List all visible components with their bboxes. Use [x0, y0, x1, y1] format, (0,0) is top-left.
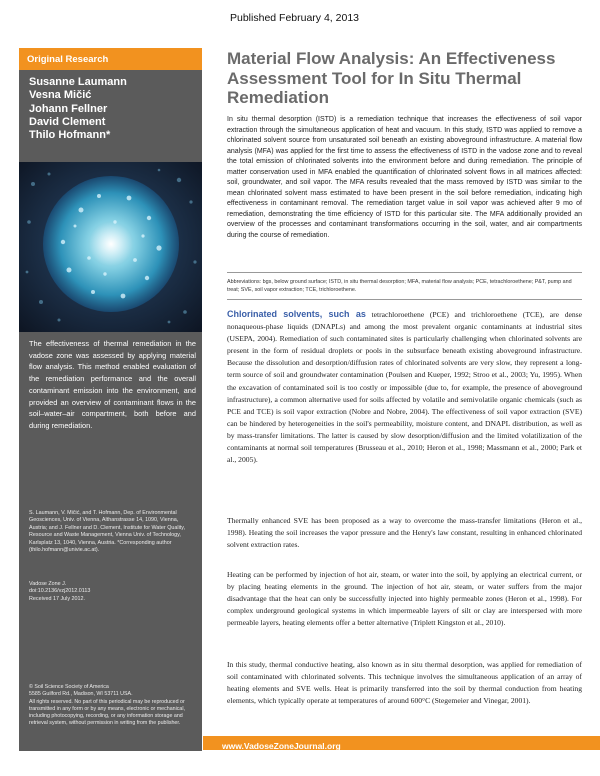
copyright-terms: All rights reserved. No part of this periodical may be reproduced or transmitted in any form or by any means, electronic or mechanical, including photocopying, recording, or any information storage and retrieval system, without permission in writing from the publisher. — [29, 698, 186, 727]
abstract-illustration — [19, 162, 202, 332]
copyright-address: 5585 Guilford Rd., Madison, WI 53711 USA. — [29, 691, 133, 698]
divider — [227, 299, 582, 300]
section-label: Original Research — [19, 48, 202, 70]
copyright-holder: © Soil Science Society of America — [29, 684, 109, 690]
abbreviations: Abbreviations: bgs, below ground surface; ISTD, in situ thermal desorption; MFA, material flow analysis; PCE, tetrachloroethene; P&T, pump and treat; SVE, soil vapor extraction; TCE, trichloroethene. — [227, 279, 572, 293]
body-paragraph: Heating can be performed by injection of hot air, steam, or water into the soil, by applying an electrical current, or by placing heating elements in the ground. The injection of hot air, steam, or water suffers from the major disadvantage that the heat can only be successfully injected into highly permeable zones (Heron et al., 1998). For complex underground geological systems in which impermeable layers of silt or clay are interspersed with more permeable layers, heating elements offer a better alternative (Triplett Kingston et al., 2010). — [227, 570, 582, 628]
author-name: Johann Fellner — [29, 102, 108, 115]
body-paragraph — [227, 308, 582, 466]
author-list — [19, 70, 202, 142]
journal-doi: doi:10.2136/vzj2012.0113 — [29, 588, 91, 595]
body-paragraph: In this study, thermal conductive heating, also known as in situ thermal desorption, was applied for remediation of soil contaminated with chlorinated solvents. This technique involves the simultaneous application of an array of heating elements and SVE wells. Heat is primarily transferred into the soil by thermal conduction from heating elements, which typically operate at temperatures of around 600°C (Stegemeier and Vinegar, 2001). — [227, 660, 582, 706]
article-abstract: In situ thermal desorption (ISTD) is a remediation technique that increases the effectiveness of soil vapor extraction through the simultaneous application of heat and vacuum. In this study, ISTD was applied to remove a chlorinated solvent source from unsaturated soil beneath an existing aboveground infrastructure. A material flow analysis (MFA) was applied for the first time to assess the effectiveness of ISTD in the vadose zone and to reveal the total emission of chlorinated solvents into the environment before and during remediation. The principle of matter conservation used in MFA enabled the quantification of chlorinated solvent flows in all matrices affected: soil, groundwater, and soil vapor. The MFA results revealed that the mass removed by ISTD was similar to the mean chlorinated solvent mass estimated to have been present in the soil before remediation, indicating high effectiveness in contaminant removal. The remediation target value in soil vapor was achieved after 9 mo of remediation, demonstrating the time efficiency of ISTD for this particular site. The MFA additionally provided an overview of the processes and contaminant transformations occurring in the soil, water, and air compartments during the course of remediation. — [227, 116, 582, 239]
received-date: Received 17 July 2012. — [29, 595, 86, 602]
divider — [227, 272, 582, 273]
journal-name: Vadose Zone J. — [29, 581, 67, 587]
lead-words: Chlorinated solvents, such as — [227, 309, 366, 319]
published-date: Published February 4, 2013 — [230, 12, 359, 24]
author-name: Thilo Hofmann* — [29, 129, 111, 142]
copyright-notice — [29, 684, 196, 728]
author-affiliations: S. Laumann, V. Mičić, and T. Hofmann, Dep. of Environmental Geosciences, Univ. of Vienna, Althanstrasse 14, 1090, Vienna, Austria; and J. Fellner and D. Clement, Institute for Water Quality, Resource and Waste Management, Vienna Univ. of Technology, Karlsplatz 13, 1040, Vienna, Austria. *Corresponding author (thilo.hofmann@univie.ac.at). — [29, 510, 186, 554]
author-name: Vesna Mičić — [29, 89, 92, 102]
journal-info — [29, 581, 196, 603]
paragraph-text: tetrachloroethene (PCE) and trichloroethene (TCE), are dense nonaqueous-phase liquids (DNAPLs) and among the most prevalent organic contaminants at industrial sites (USEPA, 2004). Remediation of such contaminated sites is particularly challenging when chlorinated solvents are present in the form of residual droplets or pools in the subsurface beneath existing aboveground infrastructure. Because the dissolution and desorption/diffusion rates of chlorinated solvents are very slow, they represent a long-term source of soil and groundwater contamination (Poulsen and Kueper, 1992; Stroo et al., 2003; Yu, 1995). When the excavation of contaminated soil is too costly or impossible (due to, for example, the presence of aboveground infrastructure), a common alternative used for soils affected by volatile and semivolatile organic chemicals (such as PCE and TCE) is soil vapor extraction (Nobre and Nobre, 2004). The effectiveness of soil vapor extraction (SVE) can be hindered by heterogeneities in the soil's permeability, moisture content, and DNAPL distribution, as well as by mass-transfer limitations. The latter is caused by slow desorption/diffusion and the limited volatilization of the contaminants at normal soil temperatures (Brusseau et al., 2010; Heron et al., 1998; Massmann et al., 2000; Park et al., 2005). — [227, 310, 582, 465]
particle-globe-image — [19, 162, 202, 332]
author-name: Susanne Laumann — [29, 76, 127, 88]
body-paragraph: Thermally enhanced SVE has been proposed as a way to overcome the mass-transfer limitations (Heron et al., 1998). Heating the soil increases the vapor pressure and the Henry's law constant, resulting in enhanced chlorinated solvent extraction rates. — [227, 516, 582, 550]
sidebar — [19, 48, 202, 751]
article-title: Material Flow Analysis: An Effectiveness Assessment Tool for In Situ Thermal Remediation — [227, 49, 556, 107]
author-name: David Clement — [29, 115, 106, 128]
sidebar-summary: The effectiveness of thermal remediation in the vadose zone was assessed by applying material flow analysis. This method enabled evaluation of the remediation performance and the overall contaminant emission into the environment, and provided an overview of contaminant flows in the soil–water–air compartment, both before and during remediation. — [29, 339, 196, 430]
journal-url-link[interactable]: www.VadoseZoneJournal.org — [222, 741, 341, 751]
